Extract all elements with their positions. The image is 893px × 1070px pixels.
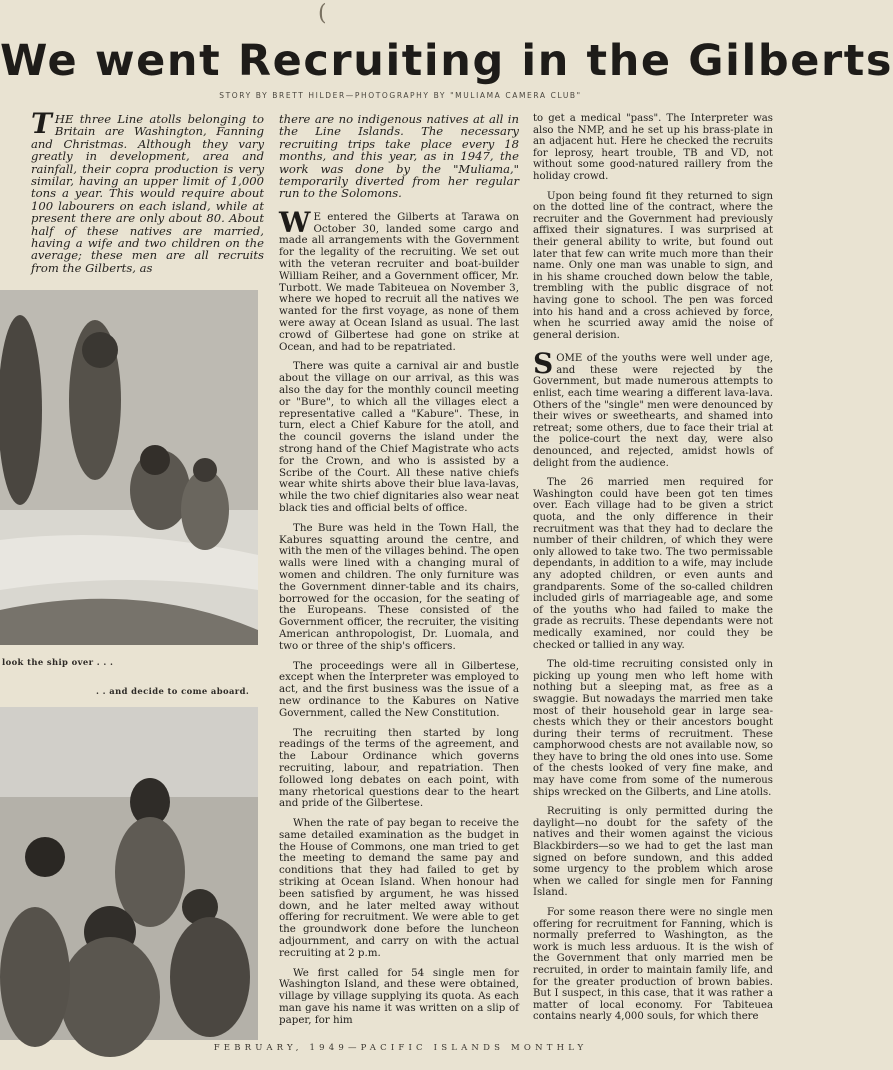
byline: STORY BY BRETT HILDER—PHOTOGRAPHY BY "MULIAMA CAMERA CLUB" [219,91,582,100]
binding-mark: ( [318,1,327,26]
intro-text: HE three Line atolls belonging to Britain are Washington, Fanning and Christmas. Although they vary greatly in development, area and rainfall, their copra production is very similar, having an upper limit of 1,000 tons a year. This would require about 100 labourers on each island, while at present there are only about 80. About half of these natives are married, having a wife and two children on the average; these men are all recruits from the Gilberts, as [31,112,264,275]
page-footer: FEBRUARY, 1949—PACIFIC ISLANDS MONTHLY [213,1043,588,1053]
paragraph-daylight: Recruiting is only permitted during the daylight—no doubt for the safety of the natives and their women against the vicious Blackbirders—so we had to get the last man signed on before sundown, and this added some urgency to the problem which arose when we called for single men for Fanning Island. [533,806,773,899]
paragraph-carnival: There was quite a carnival air and bustle about the village on our arrival, as this was also the day for the monthly council meeting or "Bure", to which all the villages elect a representative called a "Kabure". These, in turn, elect a Chief Kabure for the atoll, and the council governs the island under the strong hand of the Chief Magistrate who acts for the Crown, and who is assisted by a Scribe of the Court. All these native chiefs wear white shirts above their blue lava-lavas, while the two chief dignitaries also wear neat black ties and official belts of office. [279,360,519,514]
photo-natives-on-boat [0,290,258,645]
paragraph-proceedings: The proceedings were all in Gilbertese, except when the Interpreter was employed to act, and the first business was the issue of a new ordinance to the Kabures on Native Government, called the New Constitution. [279,659,519,719]
photo-caption-2: . . and decide to come aboard. [96,686,250,696]
paragraph-arrival [279,205,519,354]
column-3 [533,113,773,1031]
photo-group-aboard [0,707,258,1040]
paragraph-single-men: We first called for 54 single men for Washington Island, and these were obtained, village by village supplying its quota. As each man gave his name it was written on a slip of paper, for him [279,966,519,1026]
paragraph-youths [533,347,773,469]
photo-group-aboard-image [0,707,258,1040]
column-1 [31,107,264,282]
paragraph-youths-text: OME of the youths were well under age, and these were rejected by the Government, but made numerous attempts to enlist, each time wearing a different lava-lava. Others of the "single" men were denounced by their wives or sweethearts, and shamed into retreat; some others, due to face their trial at the police-court the next day, were also denounced, and rejected, amidst howls of delight from the audience. [533,353,773,469]
paragraph-arrival-text: E entered the Gilberts at Tarawa on October 30, landed some cargo and made all arrangements with the Government for the legality of the recruiting. We set out with the veteran recruiter and boat-builder William Reiher, and a Government officer, Mr. Turbott. We made Tabiteuea on November 3, where we hoped to recruit all the natives we wanted for the first voyage, as none of them were away at Ocean Island as usual. The last crowd of Gilbertese had gone on strike at Ocean, and had to be repatriated. [279,210,519,353]
intro-dropcap: T [31,107,52,140]
paragraph-old-time: The old-time recruiting consisted only in picking up young men who left home with nothing but a sleeping mat, as free as a swaggie. But nowadays the married men take most of their household gear in large sea-chests which they or their ancestors bought during their terms of recruitment. These camphorwood chests are not available now, so they have to bring the old ones into use. Some of the chests looked of very fine make, and may have come from some of the numerous ships wrecked on the Gilberts, and Line atolls. [533,659,773,798]
column-2 [279,113,519,1035]
photo-caption-1: look the ship over . . . [2,657,114,667]
paragraph-signing: Upon being found fit they returned to sign on the dotted line of the contract, where the recruiter and the Government had previously affixed their signatures. I was surprised at their general ability to write, but found out later that few can write much more than their name. Only one man was unable to sign, and in his shame crouched down below the table, trembling with the public disgrace of not having gone to school. The pen was forced into his hand and a cross achieved by force, when he scurried away amid the noise of general derision. [533,190,773,341]
paragraph-recruiting-start: The recruiting then started by long readings of the terms of the agreement, and the Labour Ordinance which governs recruiting, labour, and repatriation. Then followed long debates on each point, with many rhetorical questions dear to the heart and pride of the Gilbertese. [279,726,519,810]
paragraph-married-men: The 26 married men required for Washington could have been got ten times over. Each village had to be given a strict quota, and the only difference in their recruitment was that they had to declare the number of their children, of which they were only allowed to take two. The two permissable dependants, in addition to a wife, may include any adopted children, or even aunts and grandparents. Some of the so-called children included girls of marriageable age, and some of the youths who had failed to make the grade as recruits. These dependants were not medically examined, nor could they be checked or tallied in any way. [533,477,773,651]
article-title: We went Recruiting in the Gilberts [0,36,893,86]
paragraph-fanning: For some reason there were no single men offering for recruitment for Fanning, which is normally preferred to Washington, as the work is much less arduous. It is the wish of the Government that only married men be recruited, in order to maintain family life, and for the greater production of brown babies. But I suspect, in this case, that it was rather a matter of local economy. For Tabiteuea contains nearly 4,000 souls, for which there [533,907,773,1023]
photo-natives-on-boat-image [0,290,258,645]
dropcap-s: S [533,347,554,381]
paragraph-medical-pass: to get a medical "pass". The Interpreter was also the NMP, and he set up his brass-plate in an adjacent hut. Here he checked the recruits for leprosy, heart trouble, TB and VD, not without some good-natured raillery from the holiday crowd. [533,113,773,182]
paragraph-rate-of-pay: When the rate of pay began to receive the same detailed examination as the budget in the House of Commons, one man tried to get the meeting to demand the same pay and conditions that they had failed to get by striking at Ocean Island. When honour had been satisfied by argument, he was hissed down, and he later melted away without offering for recruitment. We were able to get the groundwork done before the luncheon adjournment, and carry on with the actual recruiting at 2 p.m. [279,817,519,959]
intro-paragraph [31,107,264,275]
dropcap-w: W [279,205,311,239]
intro-continued: there are no indigenous natives at all in the Line Islands. The necessary recruiting trips take place every 18 months, and this year, as in 1947, the work was done by the "Muliama," temporarily diverted from her regular run to the Solomons. [279,112,519,201]
paragraph-bure: The Bure was held in the Town Hall, the Kabures squatting around the centre, and with the men of the villages behind. The open walls were lined with a changing mural of women and children. The only furniture was the Government dinner-table and its chairs, borrowed for the occasion, for the seating of the Europeans. These consisted of the Government officer, the recruiter, the visiting American anthropologist, Dr. Luomala, and two or three of the ship's officers. [279,521,519,652]
